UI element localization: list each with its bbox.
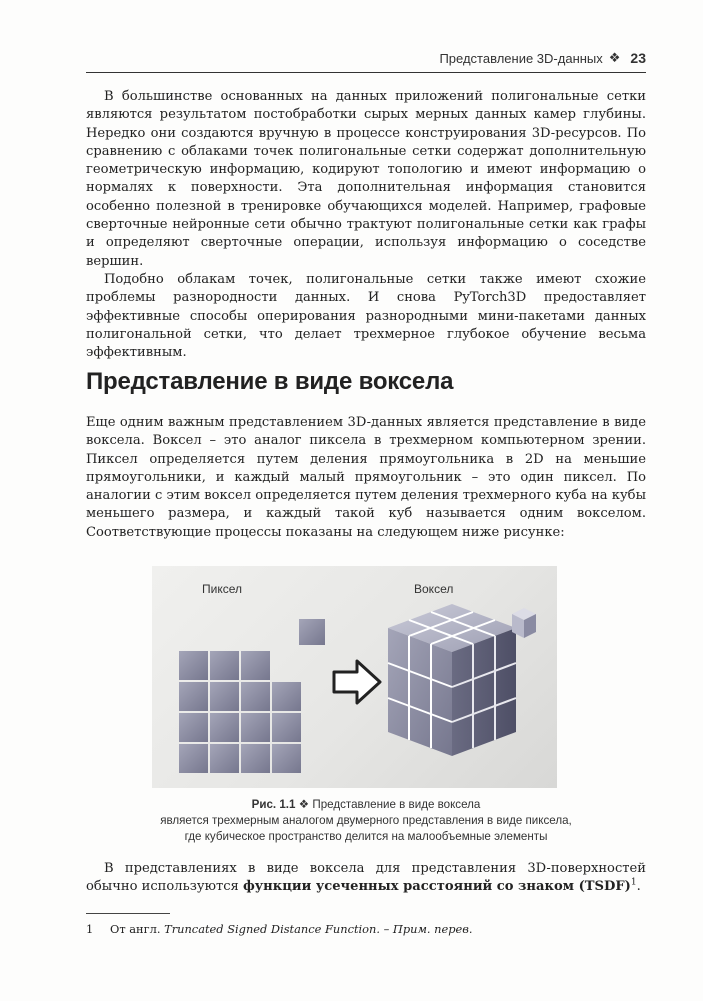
paragraph-1: [86, 88, 646, 271]
footnote-ref: 1: [630, 877, 637, 888]
paragraph-text-run: .: [636, 879, 641, 895]
caption-line: где кубическое пространство делится на малообъемные элементы: [184, 830, 548, 843]
footnote-number: 1: [86, 922, 94, 936]
pixel-label: Пиксел: [202, 582, 242, 596]
paragraph-4: [86, 860, 646, 897]
single-pixel: [299, 619, 325, 645]
figure-caption: [86, 797, 646, 845]
section-heading: Представление в виде воксела: [86, 368, 454, 395]
running-head: [439, 50, 646, 66]
page-number: 23: [630, 50, 646, 66]
header-rule: [86, 72, 646, 73]
figure-pixel-voxel: [152, 566, 557, 788]
caption-title: Представление в виде воксела: [312, 798, 481, 811]
ornament-icon: ❖: [608, 50, 621, 65]
figure-illustration: [152, 566, 557, 788]
voxel-label: Воксел: [414, 582, 454, 596]
paragraph-text: [86, 860, 646, 897]
pixel-grid: [179, 619, 325, 773]
running-head-title: Представление 3D-данных: [439, 50, 603, 66]
footnote-text: От англ.: [110, 922, 165, 936]
paragraph-text: В большинстве основанных на данных приложений полигональные сетки являются результатом постобработки сырых мерных данных камер глубины. Нередко они создаются вручную в процессе конструирования 3D-ресурсов. По сравнению с облаками точек полигональные сетки содержат дополнительную геометрическую информацию, кодируют топологию и имеют информацию о нормалях к поверхности. Эта дополнительная информация становится особенно полезной в тренировке обучающихся моделей. Например, графовые сверточные нейронные сети обычно трактуют полигональные сетки как графы и определяют сверточные операции, используя информацию о соседстве вершин.: [86, 89, 646, 269]
footnote-rule: [86, 913, 170, 914]
paragraph-text: Еще одним важным представлением 3D-данных является представление в виде воксела. Воксел – это аналог пиксела в трехмерном компьютерном зрении. Пиксел определяется путем деления прямоугольника в 2D на меньшие прямоугольники, и каждый малый прямоугольник – это один пиксел. По аналогии с этим воксел определяется путем деления трехмерного куба на кубы меньшего размера, и каждый такой куб называется одним вокселом. Соответствующие процессы показаны на следующем ниже рисунке:: [86, 415, 646, 540]
paragraph-3: [86, 414, 646, 542]
ornament-icon: ❖: [298, 798, 310, 811]
arrow-right-icon: [334, 661, 380, 703]
paragraph-text-run: В представлениях в виде воксела для представления 3D-поверхностей обычно используются: [86, 861, 646, 895]
bold-term: функции усеченных расстояний со знаком (TSDF): [242, 879, 631, 895]
caption-label: Рис. 1.1: [251, 798, 296, 811]
paragraph-text: Подобно облакам точек, полигональные сетки также имеют схожие проблемы разнородности данных. И снова PyTorch3D предоставляет эффективные способы оперирования разнородными мини-пакетами данных полигональной сетки, что делает трехмерное глубокое обучение весьма эффективным.: [86, 272, 646, 361]
paragraph-2: [86, 271, 646, 362]
footnote-italic-text: Truncated Signed Distance Function. – Прим. перев.: [164, 922, 473, 936]
footnote: [86, 922, 473, 936]
voxel-cube: [388, 604, 536, 756]
caption-line: является трехмерным аналогом двумерного представления в виде пиксела,: [160, 814, 572, 827]
